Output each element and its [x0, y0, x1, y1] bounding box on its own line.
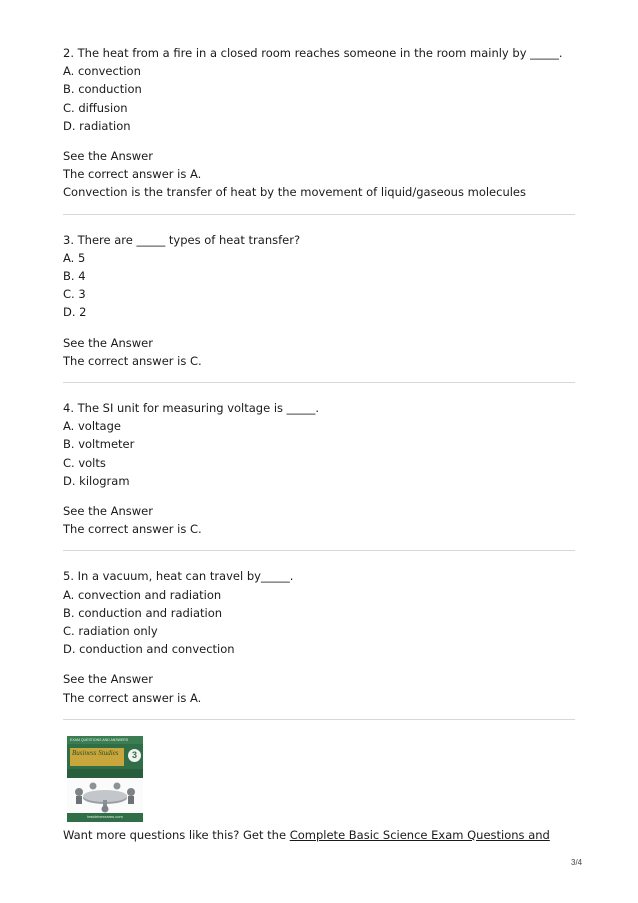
- correct-answer: The correct answer is A.: [63, 167, 202, 182]
- promo-line: [63, 826, 575, 844]
- document-body: [63, 44, 575, 844]
- question-block-5: [63, 567, 575, 706]
- question-text: 3. There are _____ types of heat transfer?: [63, 232, 301, 247]
- book-cover-number: 3: [128, 749, 141, 762]
- promo-link[interactable]: Complete Basic Science Exam Questions and: [289, 827, 550, 842]
- question-text: 2. The heat from a fire in a closed room reaches someone in the room mainly by _____.: [63, 46, 563, 60]
- book-cover-caption: EXAM QUESTIONS AND ANSWERS: [70, 737, 129, 742]
- page-number: 3/4: [571, 858, 583, 867]
- see-answer-label[interactable]: See the Answer: [63, 672, 153, 687]
- option-a: A. convection and radiation: [63, 587, 222, 602]
- correct-answer: The correct answer is A.: [63, 690, 202, 705]
- correct-answer: The correct answer is C.: [63, 522, 202, 537]
- see-answer-label[interactable]: See the Answer: [63, 504, 153, 519]
- book-cover-thumbnail[interactable]: [67, 736, 143, 778]
- see-answer-label[interactable]: See the Answer: [63, 149, 153, 164]
- answer-explanation: Convection is the transfer of heat by the movement of liquid/gaseous molecules: [63, 185, 526, 200]
- option-d: D. 2: [63, 305, 87, 320]
- correct-answer: The correct answer is C.: [63, 353, 202, 368]
- meeting-room-thumbnail[interactable]: [67, 778, 143, 822]
- meeting-table-icon: [67, 778, 143, 814]
- option-b: B. conduction: [63, 82, 142, 97]
- question-text: 4. The SI unit for measuring voltage is _____.: [63, 401, 320, 416]
- question-block-3: [63, 231, 575, 370]
- divider: [63, 382, 575, 383]
- option-d: D. kilogram: [63, 473, 130, 488]
- option-d: D. conduction and convection: [63, 642, 235, 657]
- option-c: C. radiation only: [63, 624, 158, 639]
- question-block-2: [63, 44, 575, 202]
- option-a: A. 5: [63, 250, 86, 265]
- option-d: D. radiation: [63, 118, 131, 133]
- divider: [63, 719, 575, 720]
- book-cover-title: Business Studies: [72, 748, 119, 757]
- option-c: C. 3: [63, 287, 86, 302]
- option-a: A. convection: [63, 64, 141, 79]
- question-block-4: [63, 399, 575, 538]
- option-b: B. voltmeter: [63, 437, 135, 452]
- option-b: B. 4: [63, 269, 86, 284]
- divider: [63, 214, 575, 215]
- question-text: 5. In a vacuum, heat can travel by_____.: [63, 569, 294, 584]
- promo-text: Want more questions like this? Get the: [63, 827, 290, 842]
- thumbnail-url: testdriveexams.com: [87, 813, 123, 819]
- option-a: A. voltage: [63, 419, 121, 434]
- option-c: C. volts: [63, 455, 106, 470]
- option-b: B. conduction and radiation: [63, 605, 223, 620]
- option-c: C. diffusion: [63, 100, 128, 115]
- see-answer-label[interactable]: See the Answer: [63, 335, 153, 350]
- divider: [63, 550, 575, 551]
